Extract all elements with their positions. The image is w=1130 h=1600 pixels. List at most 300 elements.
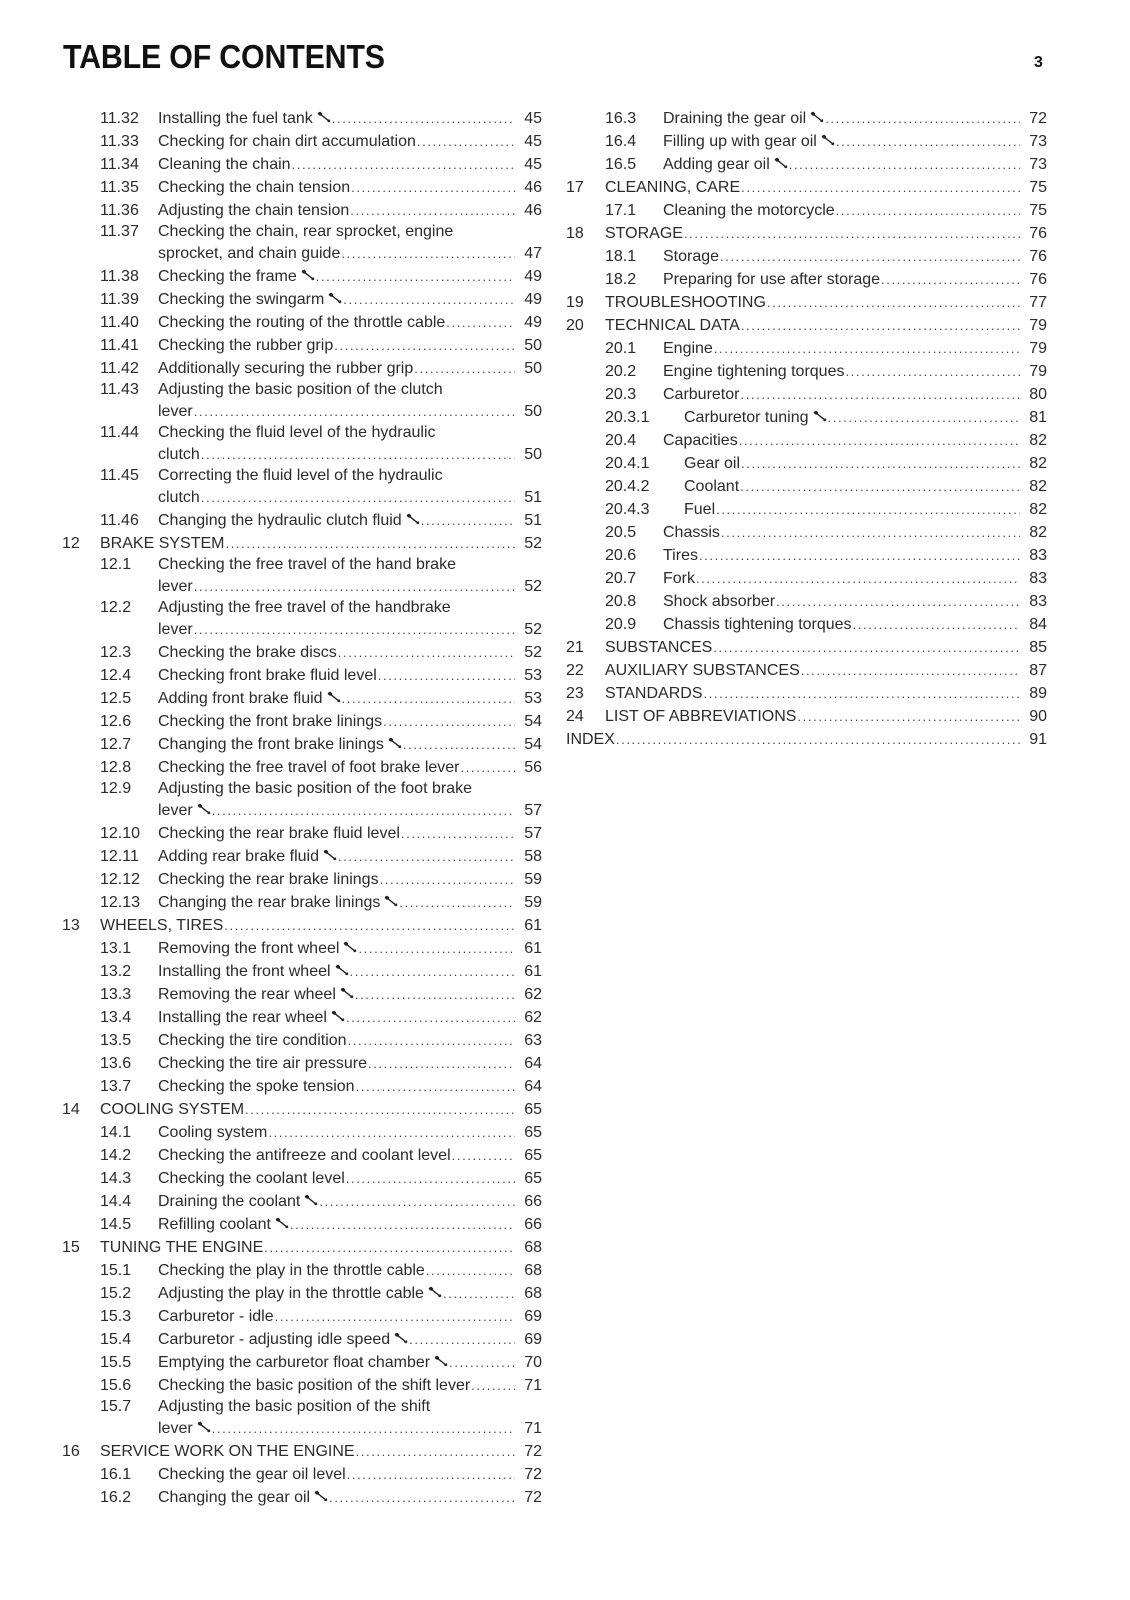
dot-leader bbox=[292, 153, 515, 176]
toc-chapter-entry[interactable] bbox=[566, 222, 1047, 245]
entry-title: Capacities bbox=[663, 432, 738, 449]
entry-title: Adding rear brake fluid bbox=[158, 848, 319, 865]
dot-leader bbox=[421, 509, 515, 532]
entry-page-number: 89 bbox=[1029, 685, 1047, 702]
entry-number: 20 bbox=[566, 317, 584, 334]
dot-leader bbox=[268, 1121, 515, 1144]
toc-section-entry[interactable] bbox=[62, 598, 542, 641]
wrench-icon bbox=[821, 134, 835, 146]
wrench-icon bbox=[197, 803, 211, 815]
toc-section-entry[interactable] bbox=[566, 521, 1047, 544]
dot-leader bbox=[452, 1144, 515, 1167]
dot-leader bbox=[212, 1417, 515, 1440]
entry-title: Cooling system bbox=[158, 1124, 268, 1141]
entry-page-number: 65 bbox=[524, 1147, 542, 1164]
entry-page-number: 72 bbox=[1029, 110, 1047, 127]
entry-title-continued: lever bbox=[158, 578, 193, 595]
toc-section-entry[interactable] bbox=[62, 1328, 542, 1351]
wrench-icon bbox=[335, 964, 349, 976]
toc-section-entry[interactable] bbox=[62, 107, 542, 130]
dot-leader bbox=[704, 682, 1021, 705]
page-title: TABLE OF CONTENTS bbox=[63, 38, 385, 75]
dot-leader bbox=[776, 590, 1020, 613]
wrench-icon bbox=[340, 987, 354, 999]
entry-title: Draining the gear oil bbox=[663, 110, 807, 127]
entry-number: 24 bbox=[566, 708, 584, 725]
toc-section-entry[interactable] bbox=[62, 311, 542, 334]
entry-title: LIST OF ABBREVIATIONS bbox=[605, 708, 797, 725]
toc-section-entry[interactable] bbox=[62, 1144, 542, 1167]
dot-leader bbox=[338, 641, 515, 664]
dot-leader bbox=[741, 452, 1020, 475]
toc-section-entry[interactable] bbox=[566, 475, 1047, 498]
entry-title: Storage bbox=[663, 248, 720, 265]
entry-page-number: 73 bbox=[1029, 156, 1047, 173]
entry-page-number: 66 bbox=[524, 1193, 542, 1210]
entry-page-number: 45 bbox=[524, 133, 542, 150]
toc-section-entry[interactable] bbox=[566, 498, 1047, 521]
entry-title: Checking front brake fluid level bbox=[158, 667, 377, 684]
entry-title: STORAGE bbox=[605, 225, 683, 242]
entry-number: 13.4 bbox=[100, 1009, 132, 1026]
entry-page-number: 72 bbox=[524, 1489, 542, 1506]
entry-title: TUNING THE ENGINE bbox=[100, 1239, 264, 1256]
dot-leader bbox=[194, 575, 515, 598]
entry-number: 11.32 bbox=[100, 110, 139, 127]
entry-title-continued: sprocket, and chain guide bbox=[158, 245, 341, 262]
toc-section-entry[interactable] bbox=[62, 466, 542, 509]
entry-title: Checking the brake discs bbox=[158, 644, 337, 661]
entry-page-number: 72 bbox=[524, 1443, 542, 1460]
toc-section-entry[interactable] bbox=[62, 756, 542, 779]
toc-section-entry[interactable] bbox=[566, 153, 1047, 176]
toc-section-entry[interactable] bbox=[566, 130, 1047, 153]
entry-number: 15.4 bbox=[100, 1331, 132, 1348]
entry-number: 13 bbox=[62, 917, 80, 934]
entry-number: 11.41 bbox=[100, 337, 139, 354]
dot-leader bbox=[290, 1213, 515, 1236]
toc-chapter-entry[interactable] bbox=[62, 532, 542, 555]
toc-section-entry[interactable] bbox=[62, 687, 542, 710]
entry-number: 12.7 bbox=[100, 736, 132, 753]
entry-number: 20.6 bbox=[605, 547, 637, 564]
entry-number: 20.4.2 bbox=[605, 478, 650, 495]
toc-section-entry[interactable] bbox=[62, 733, 542, 756]
wrench-icon bbox=[406, 513, 420, 525]
toc-section-entry[interactable] bbox=[62, 1121, 542, 1144]
toc-chapter-entry[interactable] bbox=[566, 176, 1047, 199]
entry-title: Checking the rubber grip bbox=[158, 337, 334, 354]
toc-section-entry[interactable] bbox=[62, 153, 542, 176]
entry-page-number: 59 bbox=[524, 894, 542, 911]
wrench-icon bbox=[394, 1332, 408, 1344]
dot-leader bbox=[329, 1486, 515, 1509]
toc-section-entry[interactable] bbox=[62, 1259, 542, 1282]
dot-leader bbox=[338, 845, 515, 868]
toc-section-entry[interactable] bbox=[62, 222, 542, 265]
entry-page-number: 57 bbox=[524, 802, 542, 819]
entry-number: 16.5 bbox=[605, 156, 637, 173]
entry-page-number: 76 bbox=[1029, 248, 1047, 265]
entry-page-number: 50 bbox=[524, 403, 542, 420]
entry-title: Checking the free travel of foot brake lever bbox=[158, 759, 460, 776]
toc-chapter-entry[interactable] bbox=[566, 314, 1047, 337]
entry-page-number: 46 bbox=[524, 202, 542, 219]
dot-leader bbox=[699, 544, 1020, 567]
toc-section-entry[interactable] bbox=[62, 1463, 542, 1486]
entry-title-continued: clutch bbox=[158, 446, 200, 463]
toc-section-entry[interactable] bbox=[62, 1213, 542, 1236]
dot-leader bbox=[836, 130, 1020, 153]
entry-page-number: 65 bbox=[524, 1101, 542, 1118]
entry-page-number: 85 bbox=[1029, 639, 1047, 656]
entry-title: Adjusting the basic position of the shift bbox=[158, 1398, 431, 1415]
dot-leader bbox=[201, 443, 515, 466]
toc-index-entry[interactable] bbox=[566, 728, 1047, 751]
entry-page-number: 82 bbox=[1029, 501, 1047, 518]
entry-number: 14 bbox=[62, 1101, 80, 1118]
dot-leader bbox=[403, 733, 515, 756]
entry-number: 14.1 bbox=[100, 1124, 132, 1141]
entry-number: 11.40 bbox=[100, 314, 139, 331]
entry-page-number: 52 bbox=[524, 535, 542, 552]
toc-section-entry[interactable] bbox=[62, 509, 542, 532]
entry-number: 11.36 bbox=[100, 202, 139, 219]
entry-page-number: 68 bbox=[524, 1285, 542, 1302]
toc-section-entry[interactable] bbox=[62, 1486, 542, 1509]
toc-section-entry[interactable] bbox=[62, 288, 542, 311]
entry-title: Changing the gear oil bbox=[158, 1489, 311, 1506]
entry-page-number: 49 bbox=[524, 291, 542, 308]
entry-title-continued: lever bbox=[158, 1420, 193, 1437]
entry-title: Coolant bbox=[684, 478, 740, 495]
toc-chapter-entry[interactable] bbox=[566, 291, 1047, 314]
toc-section-entry[interactable] bbox=[62, 423, 542, 466]
entry-page-number: 56 bbox=[524, 759, 542, 776]
entry-number: 20.9 bbox=[605, 616, 637, 633]
toc-section-entry[interactable] bbox=[62, 891, 542, 914]
entry-page-number: 54 bbox=[524, 736, 542, 753]
toc-section-entry[interactable] bbox=[62, 380, 542, 423]
toc-section-entry[interactable] bbox=[62, 555, 542, 598]
entry-number: 15.6 bbox=[100, 1377, 132, 1394]
toc-section-entry[interactable] bbox=[62, 1305, 542, 1328]
dot-leader bbox=[194, 400, 515, 423]
entry-page-number: 72 bbox=[524, 1466, 542, 1483]
wrench-icon bbox=[275, 1217, 289, 1229]
toc-chapter-entry[interactable] bbox=[62, 914, 542, 937]
toc-section-entry[interactable] bbox=[62, 983, 542, 1006]
entry-page-number: 80 bbox=[1029, 386, 1047, 403]
toc-section-entry[interactable] bbox=[62, 868, 542, 891]
toc-section-entry[interactable] bbox=[62, 845, 542, 868]
toc-chapter-entry[interactable] bbox=[62, 1236, 542, 1259]
toc-section-entry[interactable] bbox=[62, 334, 542, 357]
entry-page-number: 50 bbox=[524, 446, 542, 463]
dot-leader bbox=[346, 1167, 515, 1190]
dot-leader bbox=[881, 268, 1020, 291]
entry-page-number: 75 bbox=[1029, 179, 1047, 196]
entry-number: 20.3.1 bbox=[605, 409, 650, 426]
dot-leader bbox=[341, 242, 515, 265]
toc-section-entry[interactable] bbox=[62, 822, 542, 845]
entry-page-number: 53 bbox=[524, 667, 542, 684]
entry-number: 20.1 bbox=[605, 340, 637, 357]
entry-page-number: 52 bbox=[524, 578, 542, 595]
toc-section-entry[interactable] bbox=[62, 1052, 542, 1075]
toc-section-entry[interactable] bbox=[566, 337, 1047, 360]
entry-title: AUXILIARY SUBSTANCES bbox=[605, 662, 800, 679]
entry-number: 12 bbox=[62, 535, 80, 552]
entry-page-number: 46 bbox=[524, 179, 542, 196]
toc-section-entry[interactable] bbox=[566, 452, 1047, 475]
dot-leader bbox=[378, 664, 515, 687]
toc-section-entry[interactable] bbox=[62, 1282, 542, 1305]
entry-title: SERVICE WORK ON THE ENGINE bbox=[100, 1443, 355, 1460]
toc-left-column bbox=[62, 107, 542, 1509]
entry-page-number: 49 bbox=[524, 314, 542, 331]
toc-section-entry[interactable] bbox=[566, 406, 1047, 429]
wrench-icon bbox=[810, 111, 824, 123]
entry-number: 15.2 bbox=[100, 1285, 132, 1302]
dot-leader bbox=[212, 799, 515, 822]
toc-chapter-entry[interactable] bbox=[566, 682, 1047, 705]
entry-page-number: 76 bbox=[1029, 225, 1047, 242]
entry-page-number: 68 bbox=[524, 1262, 542, 1279]
entry-page-number: 83 bbox=[1029, 547, 1047, 564]
wrench-icon bbox=[317, 111, 331, 123]
dot-leader bbox=[383, 710, 515, 733]
entry-page-number: 61 bbox=[524, 963, 542, 980]
entry-page-number: 79 bbox=[1029, 363, 1047, 380]
wrench-icon bbox=[327, 691, 341, 703]
entry-page-number: 59 bbox=[524, 871, 542, 888]
entry-title: Checking the rear brake linings bbox=[158, 871, 379, 888]
entry-number: 11.44 bbox=[100, 424, 139, 441]
entry-title: Gear oil bbox=[684, 455, 741, 472]
dot-leader bbox=[716, 498, 1020, 521]
entry-page-number: 51 bbox=[524, 512, 542, 529]
toc-section-entry[interactable] bbox=[566, 429, 1047, 452]
entry-title: Checking the spoke tension bbox=[158, 1078, 355, 1095]
entry-page-number: 47 bbox=[524, 245, 542, 262]
entry-page-number: 70 bbox=[524, 1354, 542, 1371]
page-number: 3 bbox=[1034, 54, 1043, 71]
dot-leader bbox=[358, 937, 515, 960]
toc-section-entry[interactable] bbox=[62, 176, 542, 199]
toc-chapter-entry[interactable] bbox=[566, 659, 1047, 682]
entry-page-number: 54 bbox=[524, 713, 542, 730]
toc-section-entry[interactable] bbox=[62, 130, 542, 153]
toc-chapter-entry[interactable] bbox=[566, 636, 1047, 659]
entry-page-number: 82 bbox=[1029, 432, 1047, 449]
entry-title: Checking for chain dirt accumulation bbox=[158, 133, 416, 150]
entry-number: 20.4 bbox=[605, 432, 637, 449]
entry-number: 16.2 bbox=[100, 1489, 132, 1506]
entry-title: Checking the tire air pressure bbox=[158, 1055, 367, 1072]
toc-section-entry[interactable] bbox=[62, 199, 542, 222]
toc-chapter-entry[interactable] bbox=[566, 705, 1047, 728]
entry-page-number: 84 bbox=[1029, 616, 1047, 633]
toc-section-entry[interactable] bbox=[62, 641, 542, 664]
entry-title: Checking the rear brake fluid level bbox=[158, 825, 400, 842]
entry-title-continued: lever bbox=[158, 802, 193, 819]
entry-title: Additionally securing the rubber grip bbox=[158, 360, 414, 377]
entry-number: 12.13 bbox=[100, 894, 141, 911]
toc-section-entry[interactable] bbox=[62, 779, 542, 822]
entry-number: 11.39 bbox=[100, 291, 139, 308]
entry-page-number: 66 bbox=[524, 1216, 542, 1233]
entry-number: 11.33 bbox=[100, 133, 139, 150]
entry-title: Checking the routing of the throttle cable bbox=[158, 314, 446, 331]
entry-number: 14.5 bbox=[100, 1216, 132, 1233]
entry-title: Checking the front brake linings bbox=[158, 713, 383, 730]
dot-leader bbox=[616, 728, 1020, 751]
entry-title: Adjusting the basic position of the clutch bbox=[158, 381, 443, 398]
dot-leader bbox=[741, 314, 1020, 337]
entry-title: Adjusting the free travel of the handbrake bbox=[158, 599, 451, 616]
entry-page-number: 83 bbox=[1029, 570, 1047, 587]
entry-number: 13.7 bbox=[100, 1078, 132, 1095]
entry-title: Fuel bbox=[684, 501, 716, 518]
entry-page-number: 52 bbox=[524, 644, 542, 661]
entry-page-number: 62 bbox=[524, 986, 542, 1003]
toc-section-entry[interactable] bbox=[62, 710, 542, 733]
dot-leader bbox=[720, 245, 1020, 268]
entry-title: TECHNICAL DATA bbox=[605, 317, 740, 334]
entry-title-continued: lever bbox=[158, 621, 193, 638]
entry-page-number: 83 bbox=[1029, 593, 1047, 610]
toc-section-entry[interactable] bbox=[62, 1029, 542, 1052]
entry-page-number: 90 bbox=[1029, 708, 1047, 725]
entry-title: Checking the fluid level of the hydraulic bbox=[158, 424, 436, 441]
dot-leader bbox=[409, 1328, 515, 1351]
entry-number: 19 bbox=[566, 294, 584, 311]
entry-page-number: 57 bbox=[524, 825, 542, 842]
entry-number: 15 bbox=[62, 1239, 80, 1256]
dot-leader bbox=[332, 107, 515, 130]
entry-page-number: 79 bbox=[1029, 317, 1047, 334]
entry-number: 16.1 bbox=[100, 1466, 132, 1483]
toc-section-entry[interactable] bbox=[62, 1006, 542, 1029]
entry-number: 23 bbox=[566, 685, 584, 702]
dot-leader bbox=[461, 756, 516, 779]
toc-section-entry[interactable] bbox=[566, 383, 1047, 406]
dot-leader bbox=[446, 311, 515, 334]
toc-section-entry[interactable] bbox=[566, 567, 1047, 590]
entry-title-continued: clutch bbox=[158, 489, 200, 506]
toc-section-entry[interactable] bbox=[62, 1351, 542, 1374]
toc-section-entry[interactable] bbox=[62, 1374, 542, 1397]
entry-title: TROUBLESHOOTING bbox=[605, 294, 766, 311]
entry-page-number: 82 bbox=[1029, 455, 1047, 472]
toc-section-entry[interactable] bbox=[62, 357, 542, 380]
toc-section-entry[interactable] bbox=[566, 268, 1047, 291]
entry-number: 16 bbox=[62, 1443, 80, 1460]
entry-title: Adjusting the play in the throttle cable bbox=[158, 1285, 424, 1302]
entry-page-number: 63 bbox=[524, 1032, 542, 1049]
dot-leader bbox=[342, 687, 515, 710]
entry-number: 15.5 bbox=[100, 1354, 132, 1371]
dot-leader bbox=[356, 1440, 515, 1463]
entry-page-number: 64 bbox=[524, 1055, 542, 1072]
entry-number: 11.38 bbox=[100, 268, 139, 285]
toc-section-entry[interactable] bbox=[566, 107, 1047, 130]
entry-number: 11.35 bbox=[100, 179, 139, 196]
toc-right-column bbox=[566, 107, 1047, 751]
entry-title: Checking the tire condition bbox=[158, 1032, 347, 1049]
entry-number: 11.34 bbox=[100, 156, 139, 173]
toc-section-entry[interactable] bbox=[62, 1190, 542, 1213]
toc-section-entry[interactable] bbox=[566, 360, 1047, 383]
toc-section-entry[interactable] bbox=[62, 1075, 542, 1098]
wrench-icon bbox=[328, 292, 342, 304]
entry-number: 20.4.1 bbox=[605, 455, 650, 472]
toc-section-entry[interactable] bbox=[62, 960, 542, 983]
entry-title: Checking the gear oil level bbox=[158, 1466, 346, 1483]
entry-title: Engine bbox=[663, 340, 713, 357]
dot-leader bbox=[401, 822, 515, 845]
entry-page-number: 58 bbox=[524, 848, 542, 865]
toc-section-entry[interactable] bbox=[62, 1167, 542, 1190]
entry-title: BRAKE SYSTEM bbox=[100, 535, 225, 552]
toc-section-entry[interactable] bbox=[62, 265, 542, 288]
dot-leader bbox=[721, 521, 1020, 544]
entry-number: 20.2 bbox=[605, 363, 637, 380]
entry-title: SUBSTANCES bbox=[605, 639, 713, 656]
entry-page-number: 69 bbox=[524, 1331, 542, 1348]
toc-section-entry[interactable] bbox=[62, 664, 542, 687]
entry-number: 12.2 bbox=[100, 599, 132, 616]
entry-number: 20.8 bbox=[605, 593, 637, 610]
entry-title: Checking the swingarm bbox=[158, 291, 325, 308]
entry-title: Checking the antifreeze and coolant level bbox=[158, 1147, 451, 1164]
entry-page-number: 62 bbox=[524, 1009, 542, 1026]
dot-leader bbox=[201, 486, 515, 509]
entry-title: Checking the chain, rear sprocket, engine bbox=[158, 223, 454, 240]
entry-title: Checking the basic position of the shift lever bbox=[158, 1377, 471, 1394]
toc-section-entry[interactable] bbox=[566, 199, 1047, 222]
entry-title: Changing the front brake linings bbox=[158, 736, 384, 753]
entry-number: 20.3 bbox=[605, 386, 637, 403]
entry-page-number: 81 bbox=[1029, 409, 1047, 426]
toc-section-entry[interactable] bbox=[566, 590, 1047, 613]
toc-chapter-entry[interactable] bbox=[62, 1440, 542, 1463]
dot-leader bbox=[350, 960, 515, 983]
toc-chapter-entry[interactable] bbox=[62, 1098, 542, 1121]
toc-section-entry[interactable] bbox=[566, 544, 1047, 567]
wrench-icon bbox=[428, 1286, 442, 1298]
wrench-icon bbox=[774, 157, 788, 169]
toc-section-entry[interactable] bbox=[566, 245, 1047, 268]
entry-title: Tires bbox=[663, 547, 698, 564]
toc-section-entry[interactable] bbox=[62, 1397, 542, 1440]
entry-title-continued: lever bbox=[158, 403, 193, 420]
wrench-icon bbox=[384, 895, 398, 907]
toc-section-entry[interactable] bbox=[566, 613, 1047, 636]
dot-leader bbox=[245, 1098, 515, 1121]
entry-page-number: 51 bbox=[524, 489, 542, 506]
entry-title: Adding front brake fluid bbox=[158, 690, 323, 707]
entry-number: 15.1 bbox=[100, 1262, 132, 1279]
toc-section-entry[interactable] bbox=[62, 937, 542, 960]
dot-leader bbox=[825, 107, 1020, 130]
entry-title: INDEX bbox=[566, 731, 615, 748]
entry-number: 21 bbox=[566, 639, 584, 656]
wrench-icon bbox=[388, 737, 402, 749]
entry-number: 12.6 bbox=[100, 713, 132, 730]
entry-page-number: 61 bbox=[524, 917, 542, 934]
